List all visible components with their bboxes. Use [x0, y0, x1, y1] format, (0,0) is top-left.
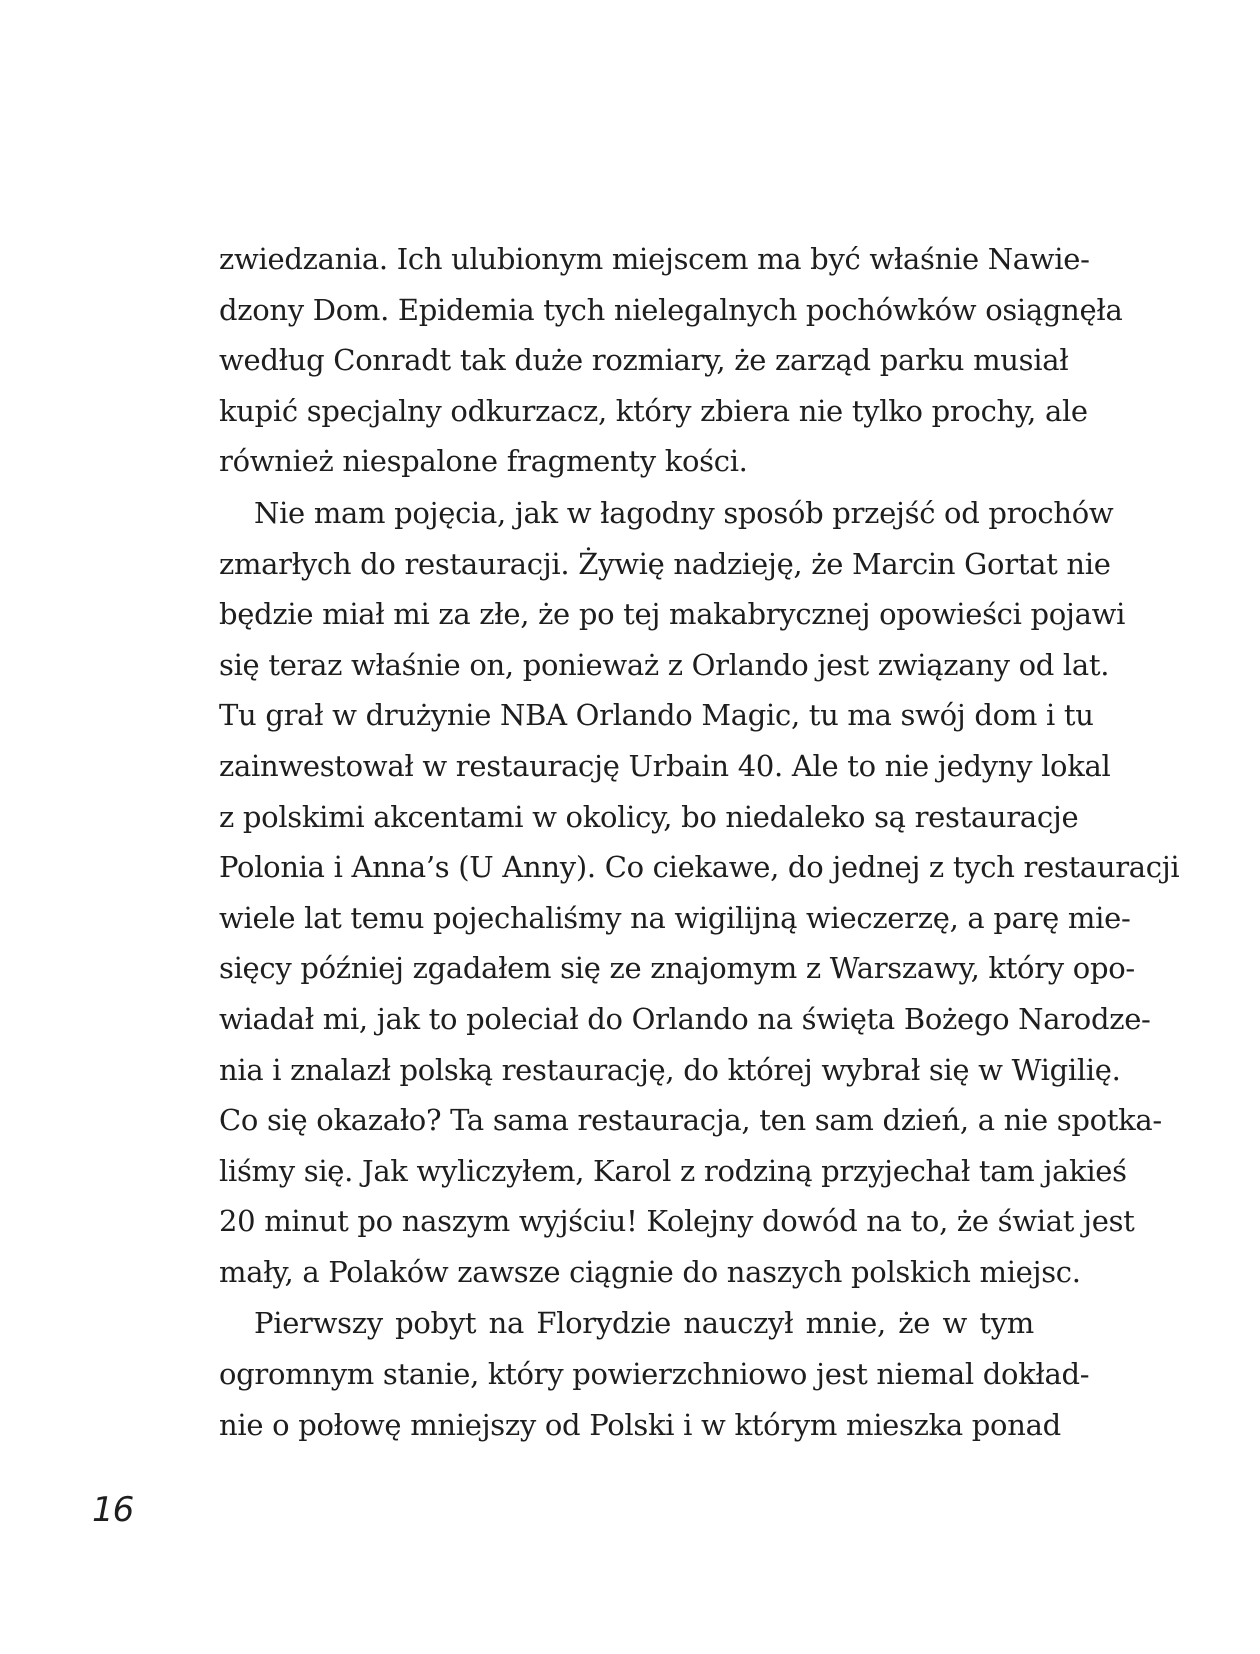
text-line: Co się okazało? Ta sama restauracja, ten sam dzień, a nie spotka- [219, 1103, 1162, 1138]
text-line: również niespalone fragmenty kości. [219, 444, 748, 479]
text-line: z polskimi akcentami w okolicy, bo niedaleko są restauracje [219, 799, 1079, 834]
text-line: dzony Dom. Epidemia tych nielegalnych pochówków osiągnęła [219, 292, 1123, 327]
text-line: Tu grał w drużynie NBA Orlando Magic, tu ma swój dom i tu [219, 698, 1094, 733]
text-line: według Conradt tak duże rozmiary, że zarząd parku musiał [219, 343, 1069, 378]
text-line: wiadał mi, jak to poleciał do Orlando na święta Bożego Narodze- [219, 1001, 1151, 1036]
text-line: Pierwszy pobyt na Florydzie nauczył mnie, że w tym [254, 1306, 1034, 1341]
paragraph [219, 1298, 1090, 1450]
page-number: 16 [92, 1490, 134, 1530]
text-line: liśmy się. Jak wyliczyłem, Karol z rodziną przyjechał tam jakieś [219, 1153, 1127, 1188]
text-line: kupić specjalny odkurzacz, który zbiera nie tylko prochy, ale [219, 393, 1088, 428]
paragraph [219, 488, 1180, 1298]
text-line: ogromnym stanie, który powierzchniowo jest niemal dokład- [219, 1357, 1090, 1392]
text-line: sięcy później zgadałem się ze znajomym z Warszawy, który opo- [219, 951, 1135, 986]
text-line: mały, a Polaków zawsze ciągnie do naszych polskich miejsc. [219, 1254, 1081, 1289]
text-line: nie o połowę mniejszy od Polski i w którym mieszka ponad [219, 1407, 1061, 1442]
text-line: wiele lat temu pojechaliśmy na wigilijną wieczerzę, a parę mie- [219, 900, 1131, 935]
text-line: zwiedzania. Ich ulubionym miejscem ma być właśnie Nawie- [219, 242, 1090, 276]
text-line: zmarłych do restauracji. Żywię nadzieję, że Marcin Gortat nie [219, 546, 1111, 581]
text-line: będzie miał mi za złe, że po tej makabrycznej opowieści pojawi [219, 597, 1126, 632]
text-line: nia i znalazł polską restaurację, do której wybrał się w Wigilię. [219, 1052, 1121, 1087]
text-line: zainwestował w restaurację Urbain 40. Ale to nie jedyny lokal [219, 748, 1111, 783]
text-line: 20 minut po naszym wyjściu! Kolejny dowód na to, że świat jest [219, 1204, 1135, 1239]
text-line: Nie mam pojęcia, jak w łagodny sposób przejść od prochów [254, 495, 1114, 530]
text-line: się teraz właśnie on, ponieważ z Orlando jest związany od lat. [219, 647, 1110, 682]
paragraph [219, 234, 1123, 487]
text-line: Polonia i Anna’s (U Anny). Co ciekawe, do jednej z tych restauracji [219, 850, 1180, 885]
page-body-text [219, 234, 1180, 1450]
